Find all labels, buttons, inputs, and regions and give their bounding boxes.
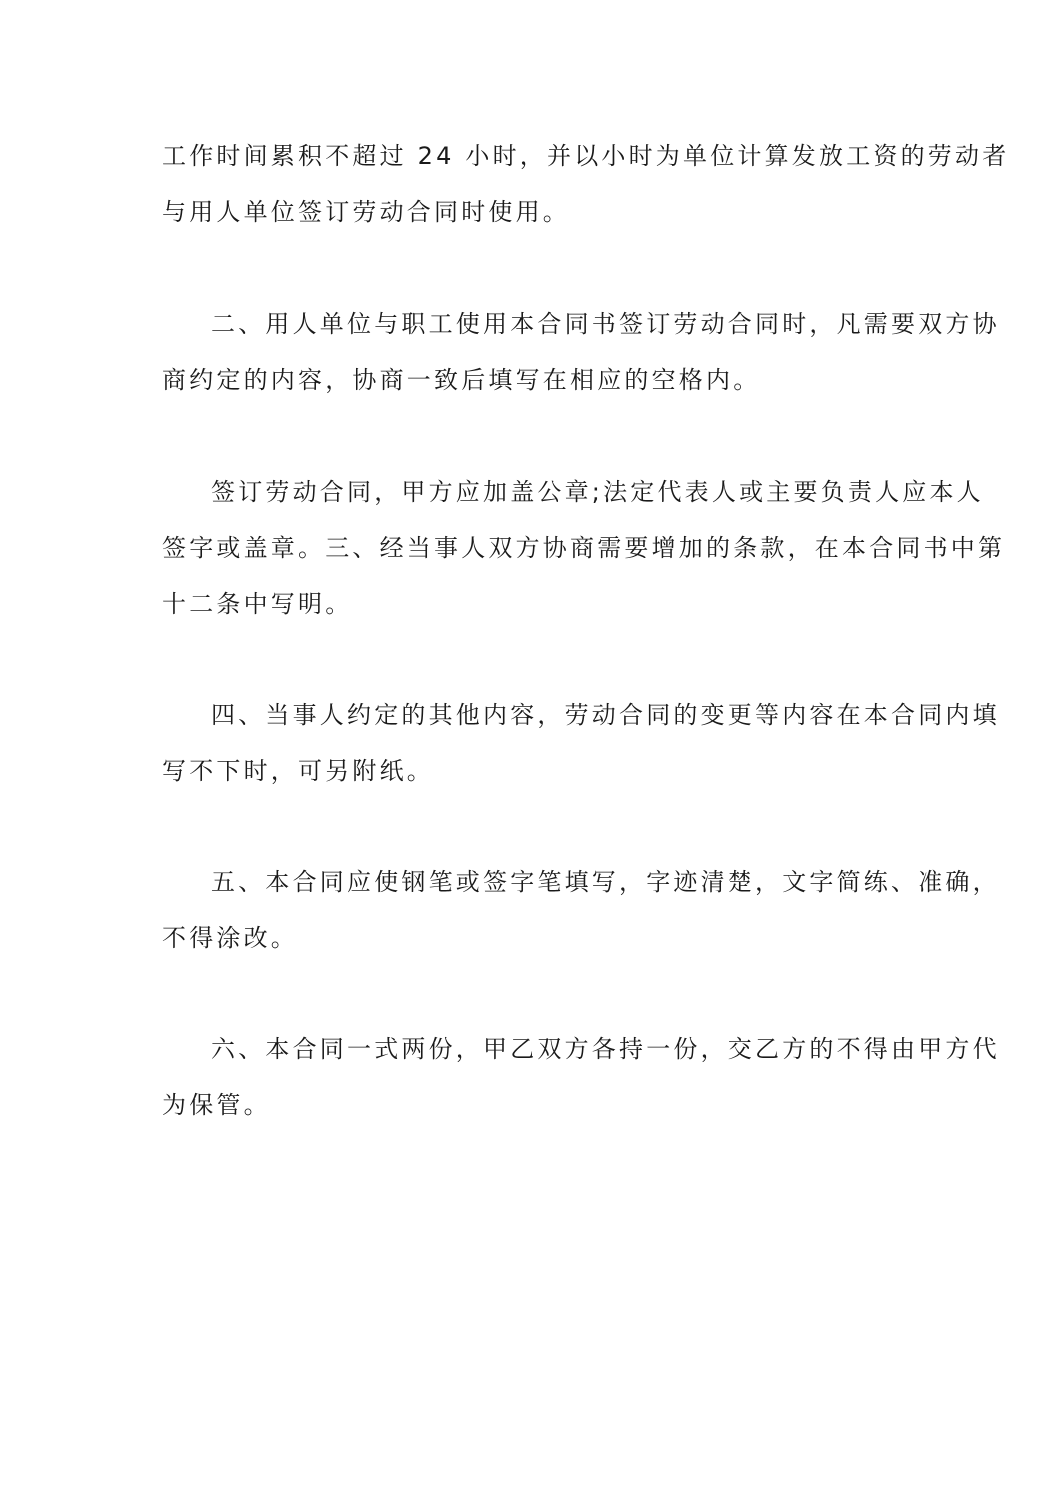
paragraph-3	[162, 464, 1006, 632]
paragraph-4	[162, 687, 1000, 799]
paragraph-5	[162, 854, 1000, 966]
paragraph-3-line-1: 签订劳动合同，甲方应加盖公章;法定代表人或主要负责人应本人	[211, 478, 984, 506]
paragraph-1-line-2: 与用人单位签订劳动合同时使用。	[162, 198, 570, 226]
paragraph-6	[162, 1021, 1000, 1133]
paragraph-3-line-3: 十二条中写明。	[162, 590, 353, 618]
paragraph-5-line-1: 五、本合同应使钢笔或签字笔填写，字迹清楚，文字简练、准确，	[211, 868, 1000, 896]
paragraph-1	[162, 128, 1010, 240]
paragraph-1-line-1: 工作时间累积不超过 24 小时，并以小时为单位计算发放工资的劳动者	[162, 142, 1010, 170]
paragraph-3-line-2: 签字或盖章。三、经当事人双方协商需要增加的条款，在本合同书中第	[162, 534, 1006, 562]
paragraph-6-line-1: 六、本合同一式两份，甲乙双方各持一份，交乙方的不得由甲方代	[211, 1035, 1000, 1063]
paragraph-2-line-1: 二、用人单位与职工使用本合同书签订劳动合同时，凡需要双方协	[211, 310, 1000, 338]
paragraph-6-line-2: 为保管。	[162, 1091, 271, 1119]
paragraph-2-line-2: 商约定的内容，协商一致后填写在相应的空格内。	[162, 366, 761, 394]
paragraph-4-line-2: 写不下时，可另附纸。	[162, 757, 434, 785]
paragraph-2	[162, 296, 1000, 408]
paragraph-4-line-1: 四、当事人约定的其他内容，劳动合同的变更等内容在本合同内填	[211, 701, 1000, 729]
paragraph-5-line-2: 不得涂改。	[162, 924, 298, 952]
